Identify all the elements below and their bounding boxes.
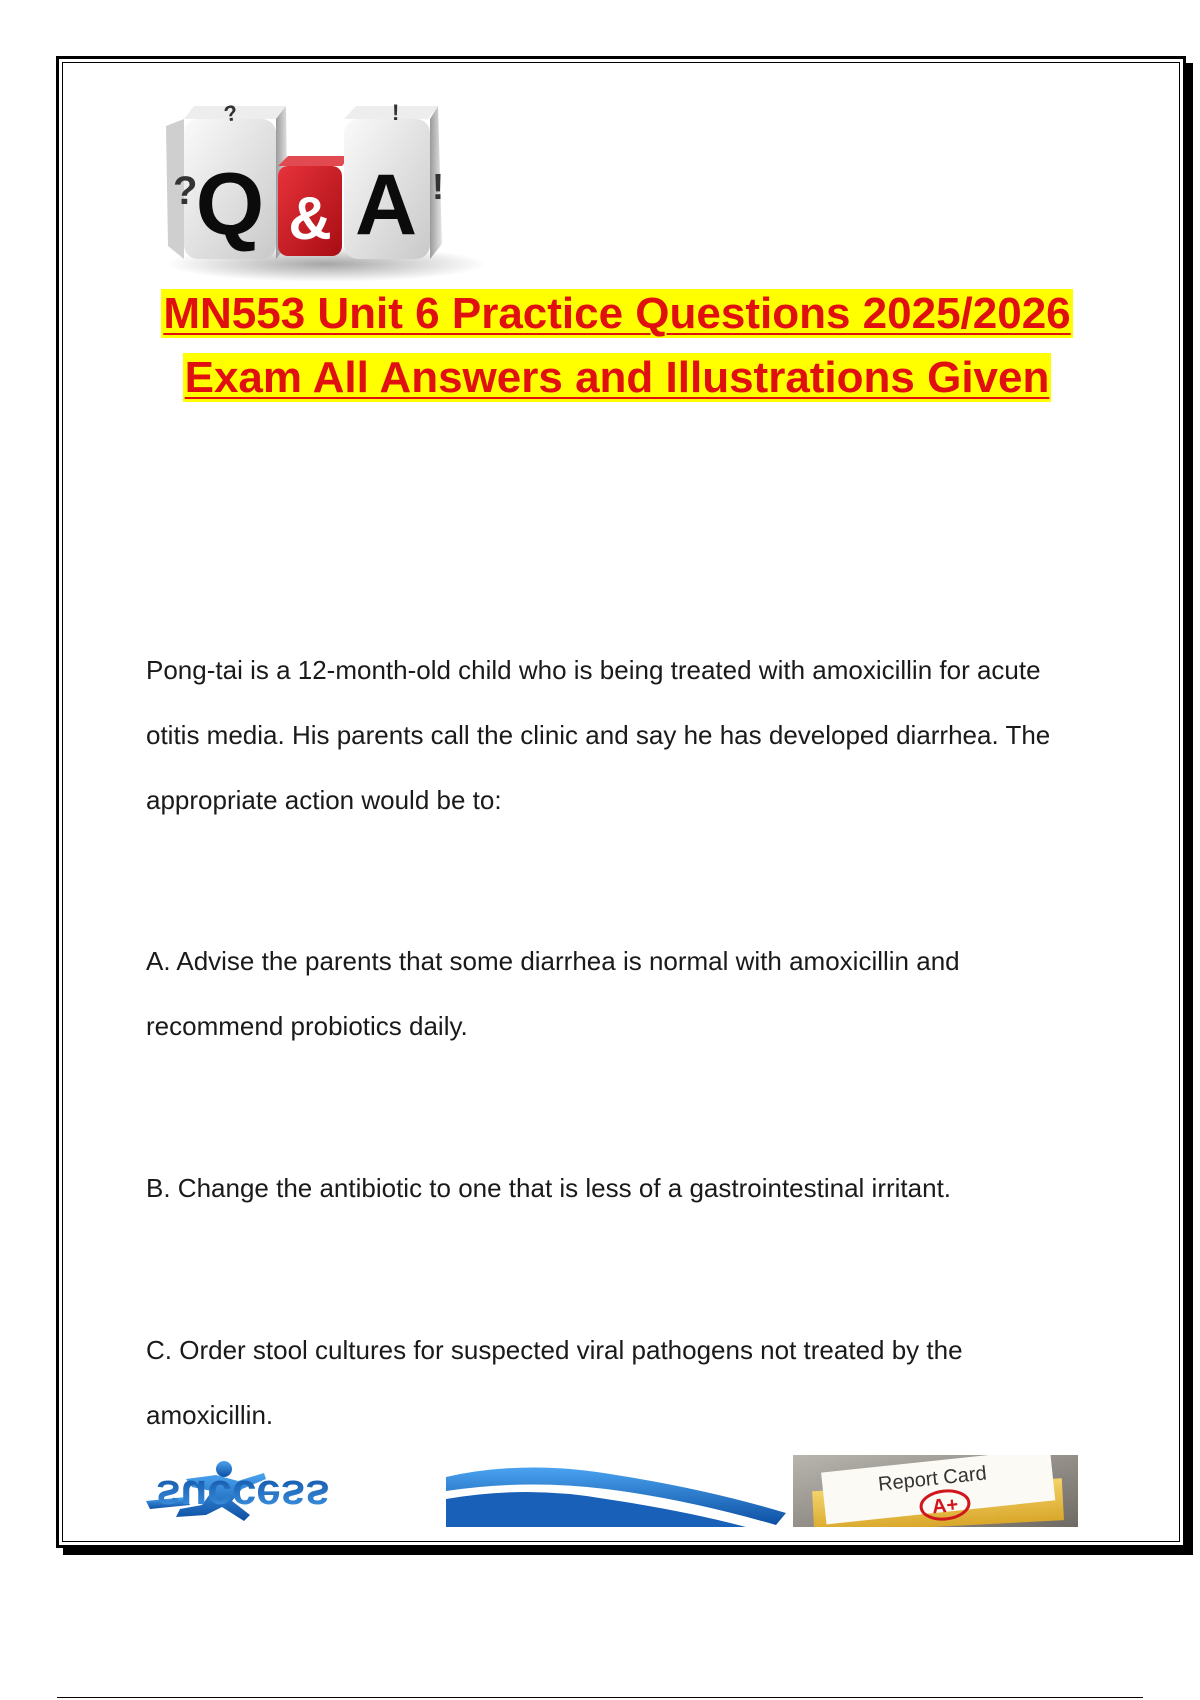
die-q-text: Q xyxy=(195,154,265,253)
report-card-text: Report Card xyxy=(877,1462,988,1496)
success-logo-text: success xyxy=(156,1471,330,1520)
svg-text:?: ? xyxy=(221,99,240,127)
report-card-icon xyxy=(793,1455,1078,1527)
svg-text:!: ! xyxy=(392,100,400,125)
report-card-grade: A+ xyxy=(930,1493,960,1519)
die-amp-text: & xyxy=(288,185,332,252)
document-title: MN553 Unit 6 Practice Questions 2025/2026 Exam All Answers and Illustrations Given xyxy=(163,289,1071,402)
option-c: C. Order stool cultures for suspected viral pathogens not treated by the amoxicillin. xyxy=(146,1335,963,1430)
question-text: Pong-tai is a 12-month-old child who is being treated with amoxicillin for acute otitis media. His parents call the clinic and say he has developed diarrhea. The appropriate action would be to: xyxy=(146,655,1051,815)
die-a-text: A xyxy=(354,157,418,253)
option-a: A. Advise the parents that some diarrhea is normal with amoxicillin and recommend probiotics daily. xyxy=(146,946,960,1041)
option-b: B. Change the antibiotic to one that is less of a gastrointestinal irritant. xyxy=(146,1173,952,1203)
qa-dice-icon xyxy=(146,74,501,284)
footer-rule xyxy=(57,1697,1143,1698)
svg-text:!: ! xyxy=(432,166,444,207)
svg-text:?: ? xyxy=(173,169,198,213)
success-runner-logo xyxy=(146,1455,791,1527)
